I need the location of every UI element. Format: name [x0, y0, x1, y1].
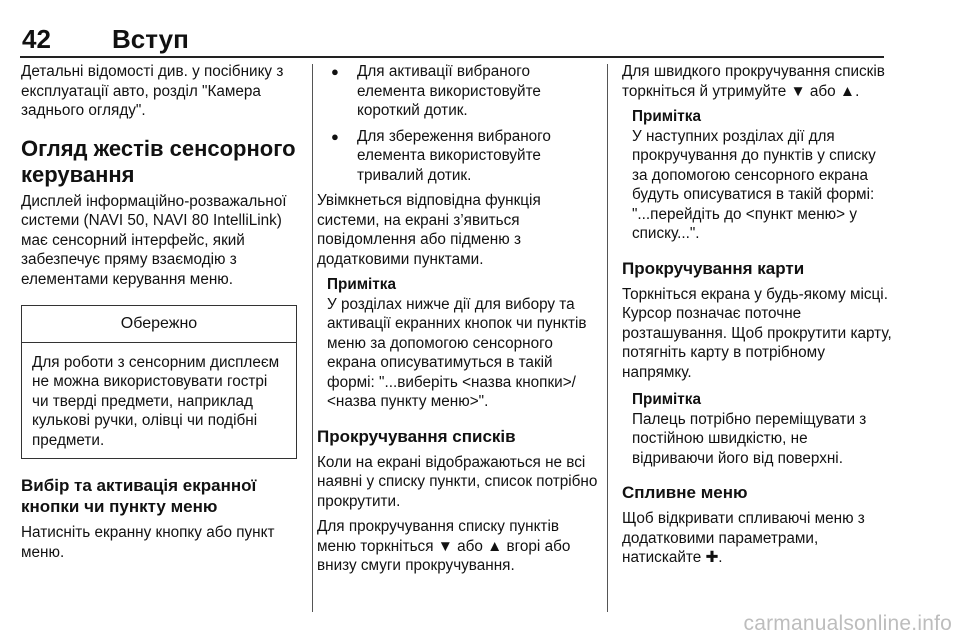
- paragraph: Для прокручування списку пунктів меню торкніться ▼ або ▲ вгорі або внизу смуги прокручування.: [317, 518, 571, 574]
- subsection-heading: Вибір та активація екранної кнопки чи пункту меню: [21, 476, 257, 516]
- list-item: [317, 127, 599, 186]
- subsection-heading: Спливне меню: [622, 483, 748, 502]
- header-rule: [20, 56, 884, 58]
- note-title: Примітка: [327, 276, 396, 293]
- column-divider: [312, 64, 313, 612]
- note-text: У наступних розділах дії для прокручування до пунктів у списку за допомогою сенсорного екрана будуть описуватися в такій формі: "...перейдіть до <пункт меню> у списку...".: [632, 127, 876, 242]
- paragraph: Дисплей інформаційно-розважальної системи (NAVI 50, NAVI 80 IntelliLink) має сенсорний інтерфейс, який забезпечує пряму взаємодію з елементами керування меню.: [21, 192, 287, 288]
- paragraph: Торкніться екрана у будь-якому місці. Курсор позначає поточне розташування. Щоб прокрутити карту, потягніть карту в потрібному напрямку.: [622, 285, 892, 381]
- paragraph: Коли на екрані відображаються не всі наявні у списку пункти, список потрібно прокрутити.: [317, 453, 598, 510]
- caution-box: [21, 305, 297, 459]
- subsection-heading: Прокручування карти: [622, 258, 805, 278]
- section-title: Вступ: [112, 24, 189, 54]
- bullet-icon: ●: [331, 128, 339, 144]
- note-block: [622, 390, 892, 468]
- list-item-text: Для активації вибраного елемента використовуйте короткий дотик.: [357, 63, 541, 119]
- list-item-text: Для збереження вибраного елемента використовуйте тривалий дотик.: [357, 127, 551, 184]
- page-header: [22, 24, 886, 54]
- paragraph: Натисніть екранну кнопку або пункт меню.: [21, 524, 275, 561]
- watermark: carmanualsonline.info: [743, 612, 952, 635]
- note-title: Примітка: [632, 391, 701, 408]
- note-block: [622, 107, 892, 244]
- paragraph: Для швидкого прокручування списків торкніться й утримуйте ▼ або ▲.: [622, 63, 885, 100]
- caution-title: Обережно: [22, 306, 296, 343]
- page-number: 42: [22, 24, 51, 54]
- subsection-heading: Прокручування списків: [317, 426, 516, 446]
- column-2: [317, 62, 599, 576]
- column-3: [622, 62, 892, 568]
- paragraph: Увімкнеться відповідна функція системи, на екрані з’явиться повідомлення або підменю з додатковими пунктами.: [317, 192, 541, 268]
- note-text: Палець потрібно переміщувати з постійною швидкістю, не відриваючи його від поверхні.: [632, 410, 867, 467]
- note-title: Примітка: [632, 108, 701, 125]
- section-heading: Огляд жестів сенсорного керування: [21, 135, 296, 187]
- caution-text: Для роботи з сенсорним дисплеєм не можна використовувати гострі чи тверді предмети, наприклад кулькові ручки, олівці чи подібні предмети.: [32, 353, 280, 449]
- bullet-icon: ●: [331, 64, 339, 79]
- intro-paragraph: Детальні відомості див. у посібнику з експлуатації авто, розділ "Камера заднього огляду".: [21, 63, 284, 119]
- column-divider: [607, 64, 608, 612]
- column-1: [21, 62, 303, 562]
- list-item: [317, 62, 599, 121]
- note-text: У розділах нижче дії для вибору та активації екранних кнопок чи пунктів меню за допомогою сенсорного екрана описуватимуться в такій формі: "...виберіть <назва кнопки>/ <назва пункту меню>".: [327, 295, 587, 410]
- note-block: [317, 275, 599, 412]
- paragraph: Щоб відкривати спливаючі меню з додатковими параметрами, натискайте ✚.: [622, 510, 865, 566]
